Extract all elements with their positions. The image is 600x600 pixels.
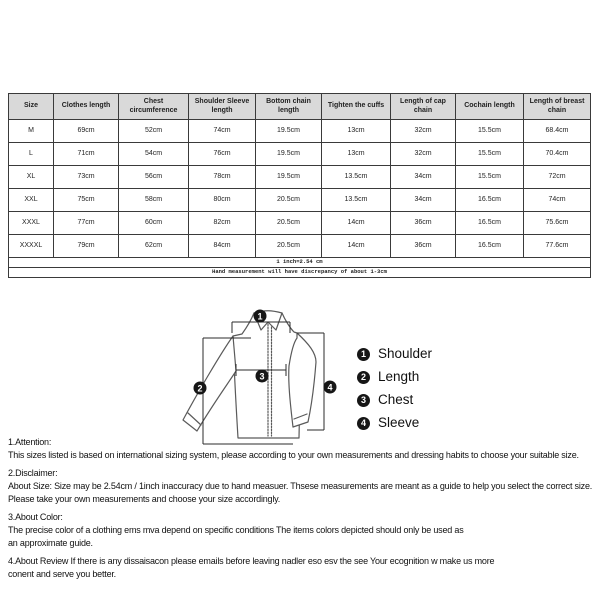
- value-cell: 13.5cm: [322, 189, 391, 212]
- table-row: [9, 189, 591, 212]
- notes-section: [8, 436, 598, 586]
- legend-item-sleeve: [357, 416, 432, 430]
- value-cell: 74cm: [189, 120, 256, 143]
- value-cell: 13cm: [322, 143, 391, 166]
- value-cell: 19.5cm: [256, 166, 322, 189]
- size-cell: XXXL: [9, 212, 54, 235]
- value-cell: 32cm: [391, 143, 456, 166]
- table-row: [9, 166, 591, 189]
- value-cell: 62cm: [119, 235, 189, 258]
- value-cell: 77.6cm: [524, 235, 591, 258]
- value-cell: 52cm: [119, 120, 189, 143]
- value-cell: 74cm: [524, 189, 591, 212]
- note-line: conent and serve you better.: [8, 569, 116, 579]
- value-cell: 36cm: [391, 212, 456, 235]
- legend-item-shoulder: [357, 347, 432, 361]
- value-cell: 14cm: [322, 212, 391, 235]
- value-cell: 79cm: [54, 235, 119, 258]
- note-about-review: [8, 555, 598, 581]
- note-line: 3.About Color:: [8, 512, 63, 522]
- value-cell: 20.5cm: [256, 212, 322, 235]
- size-cell: XXL: [9, 189, 54, 212]
- legend-marker-4-icon: 4: [357, 417, 370, 430]
- value-cell: 15.5cm: [456, 166, 524, 189]
- legend-marker-1-icon: 1: [357, 348, 370, 361]
- value-cell: 20.5cm: [256, 235, 322, 258]
- footnote-text: 1 inch=2.54 cm: [9, 258, 591, 268]
- value-cell: 68.4cm: [524, 120, 591, 143]
- size-cell: XL: [9, 166, 54, 189]
- table-row: [9, 143, 591, 166]
- value-cell: 19.5cm: [256, 143, 322, 166]
- shirt-left-sleeve: [183, 336, 236, 431]
- table-row: [9, 120, 591, 143]
- value-cell: 54cm: [119, 143, 189, 166]
- column-header: Shoulder Sleeve length: [189, 94, 256, 120]
- value-cell: 13cm: [322, 120, 391, 143]
- value-cell: 32cm: [391, 120, 456, 143]
- value-cell: 36cm: [391, 235, 456, 258]
- size-table: [8, 93, 591, 278]
- value-cell: 16.5cm: [456, 212, 524, 235]
- note-about-color: [8, 511, 598, 550]
- column-header: Length of breast chain: [524, 94, 591, 120]
- note-line: 1.Attention:: [8, 437, 52, 447]
- value-cell: 69cm: [54, 120, 119, 143]
- shirt-diagram: [150, 300, 350, 452]
- value-cell: 34cm: [391, 166, 456, 189]
- footnote-text: Hand measurement will have discrepancy of about 1-3cm: [9, 268, 591, 278]
- note-line: Please take your own measurements and choose your size accordingly.: [8, 494, 281, 504]
- size-cell: L: [9, 143, 54, 166]
- value-cell: 84cm: [189, 235, 256, 258]
- value-cell: 78cm: [189, 166, 256, 189]
- note-line: About Size: Size may be 2.54cm / 1inch inaccuracy due to hand measuer. Thsese measurements are meant as a guide to help you select the correct size.: [8, 481, 593, 491]
- value-cell: 80cm: [189, 189, 256, 212]
- column-header: Clothes length: [54, 94, 119, 120]
- diagram-legend: [357, 347, 432, 430]
- legend-label-length: Length: [378, 369, 420, 384]
- value-cell: 75.6cm: [524, 212, 591, 235]
- value-cell: 60cm: [119, 212, 189, 235]
- value-cell: 16.5cm: [456, 235, 524, 258]
- table-footnote-row: [9, 268, 591, 278]
- marker-4-num: 4: [327, 382, 333, 393]
- column-header: Size: [9, 94, 54, 120]
- table-footnote-row: [9, 258, 591, 268]
- note-attention: [8, 436, 598, 462]
- note-line: 2.Disclaimer:: [8, 468, 58, 478]
- value-cell: 34cm: [391, 189, 456, 212]
- size-cell: M: [9, 120, 54, 143]
- marker-2-num: 2: [197, 383, 203, 394]
- value-cell: 72cm: [524, 166, 591, 189]
- legend-label-chest: Chest: [378, 392, 414, 407]
- size-cell: XXXXL: [9, 235, 54, 258]
- value-cell: 16.5cm: [456, 189, 524, 212]
- value-cell: 15.5cm: [456, 143, 524, 166]
- value-cell: 19.5cm: [256, 120, 322, 143]
- column-header: Cochain length: [456, 94, 524, 120]
- legend-marker-3-icon: 3: [357, 394, 370, 407]
- value-cell: 75cm: [54, 189, 119, 212]
- value-cell: 70.4cm: [524, 143, 591, 166]
- note-line: an approximate guide.: [8, 538, 93, 548]
- value-cell: 56cm: [119, 166, 189, 189]
- legend-label-sleeve: Sleeve: [378, 415, 420, 430]
- table-header-row: [9, 94, 591, 120]
- note-disclaimer: [8, 467, 598, 506]
- value-cell: 76cm: [189, 143, 256, 166]
- value-cell: 58cm: [119, 189, 189, 212]
- note-line: 4.About Review If there is any dissaisacon please emails before leaving nadler eso esv the see Your ecognition w make us more: [8, 556, 495, 566]
- column-header: Tighten the cuffs: [322, 94, 391, 120]
- column-header: Chest circumference: [119, 94, 189, 120]
- legend-label-shoulder: Shoulder: [378, 346, 433, 361]
- value-cell: 13.5cm: [322, 166, 391, 189]
- value-cell: 14cm: [322, 235, 391, 258]
- marker-1-num: 1: [257, 311, 263, 322]
- legend-item-length: [357, 370, 432, 384]
- value-cell: 82cm: [189, 212, 256, 235]
- column-header: Length of cap chain: [391, 94, 456, 120]
- legend-marker-2-icon: 2: [357, 371, 370, 384]
- note-line: The precise color of a clothing ems mva depend on specific conditions The items colors depicted should only be used as: [8, 525, 464, 535]
- value-cell: 73cm: [54, 166, 119, 189]
- value-cell: 77cm: [54, 212, 119, 235]
- value-cell: 71cm: [54, 143, 119, 166]
- legend-item-chest: [357, 393, 432, 407]
- value-cell: 15.5cm: [456, 120, 524, 143]
- column-header: Bottom chain length: [256, 94, 322, 120]
- value-cell: 20.5cm: [256, 189, 322, 212]
- table-row: [9, 212, 591, 235]
- shirt-right-sleeve: [289, 333, 316, 427]
- marker-3-num: 3: [259, 371, 265, 382]
- table-row: [9, 235, 591, 258]
- note-line: This sizes listed is based on international sizing system, please according to your own measurements and dressing habits to choose your suitable size.: [8, 450, 579, 460]
